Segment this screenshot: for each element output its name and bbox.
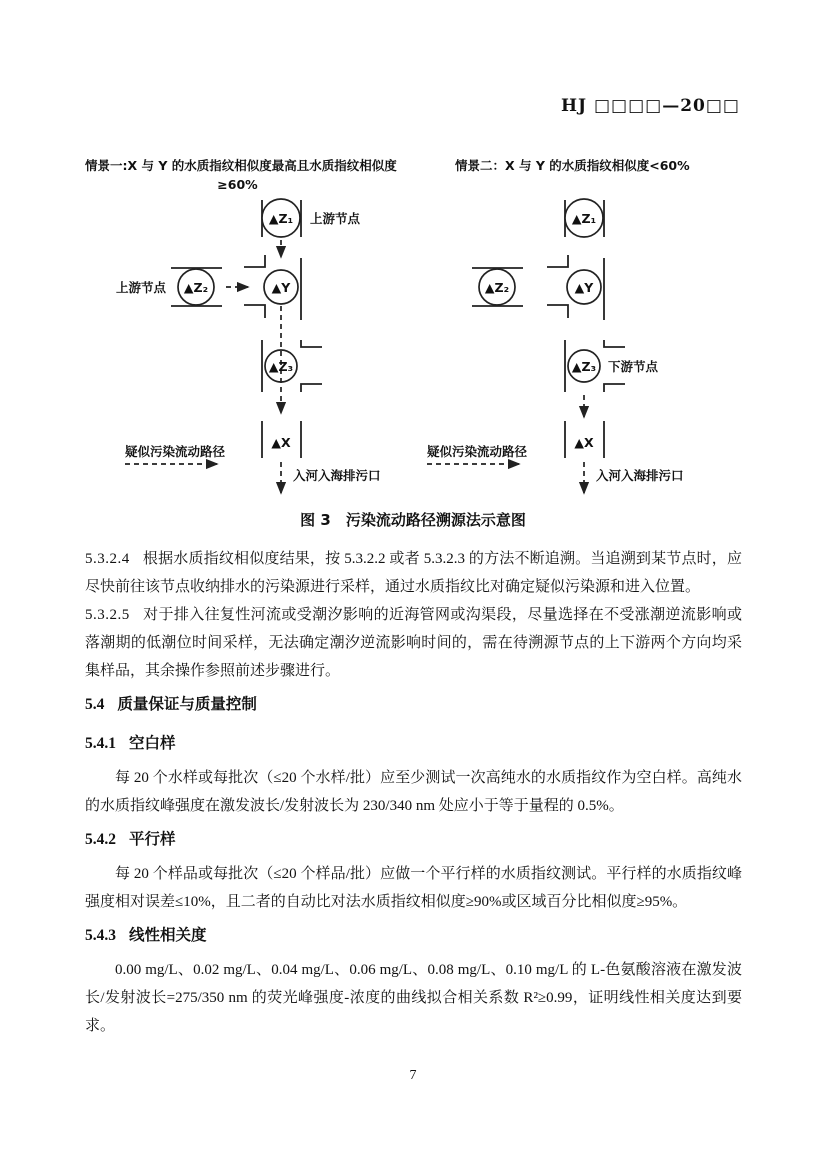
body-text <box>85 545 742 1040</box>
legend-suspected-path-label: 疑似污染流动路径 <box>125 444 226 459</box>
legend-suspected-path-label: 疑似污染流动路径 <box>427 444 528 459</box>
node-y-label: ▲Y <box>574 280 594 295</box>
section-number: 5.4.1 <box>85 735 116 752</box>
section-number: 5.4 <box>85 696 105 713</box>
node-z2-label: ▲Z₂ <box>183 280 209 295</box>
paragraph-5-3-2-4 <box>85 545 742 601</box>
downstream-node-annotation-z3: 下游节点 <box>608 359 659 374</box>
junction-corner-z3-topright <box>604 340 625 347</box>
section-heading-5-4-2 <box>85 829 742 850</box>
node-z3-label: ▲Z₃ <box>268 359 294 374</box>
section-title: 平行样 <box>129 830 176 848</box>
node-z1-label: ▲Z₁ <box>268 211 294 226</box>
upstream-node-annotation-z1: 上游节点 <box>310 211 361 226</box>
section-title: 质量保证与质量控制 <box>117 695 257 713</box>
junction-corner-y-topleft <box>547 255 568 267</box>
outfall-annotation: 入河入海排污口 <box>293 468 381 483</box>
node-y-label: ▲Y <box>271 280 291 295</box>
section-number: 5.4.3 <box>85 927 116 944</box>
node-x-label: ▲X <box>271 435 291 450</box>
junction-corner-z3-bottomright <box>301 384 322 392</box>
section-body-5-4-1: 每 20 个水样或每批次（≤20 个水样/批）应至少测试一次高纯水的水质指纹作为空白样。高纯水的水质指纹峰强度在激发波长/发射波长为 230/340 nm 处应小于等于量程的 0.5%。 <box>85 770 742 814</box>
junction-corner-y-bottomleft <box>547 305 568 318</box>
section-body-5-4-3: 0.00 mg/L、0.02 mg/L、0.04 mg/L、0.06 mg/L、0.08 mg/L、0.10 mg/L 的 L-色氨酸溶液在激发波长/发射波长=275/350 nm 的荧光峰强度-浓度的曲线拟合相关系数 R²≥0.99，证明线性相关度达到要求。 <box>85 962 742 1034</box>
scenario-2-caption: 情景二：X 与 Y 的水质指纹相似度<60% <box>455 158 690 173</box>
section-heading-5-4 <box>85 694 742 715</box>
section-number: 5.4.2 <box>85 831 116 848</box>
scenario-2-diagram <box>427 199 684 493</box>
junction-corner-y-topleft <box>244 255 265 267</box>
section-body-5-4-2: 每 20 个样品或每批次（≤20 个样品/批）应做一个平行样的水质指纹测试。平行样的水质指纹峰强度相对误差≤10%，且二者的自动比对法水质指纹相似度≥90%或区域百分比相似度≥95%。 <box>85 866 742 910</box>
node-x-label: ▲X <box>574 435 594 450</box>
figure-3-caption: 图 3 污染流动路径溯源法示意图 <box>300 511 526 529</box>
clause-number: 5.3.2.5 <box>85 607 130 623</box>
section-heading-5-4-3 <box>85 925 742 946</box>
junction-corner-y-bottomleft <box>244 305 265 318</box>
section-title: 线性相关度 <box>129 926 207 944</box>
junction-corner-z3-topright <box>301 340 322 347</box>
node-z2-label: ▲Z₂ <box>484 280 510 295</box>
node-z3-label: ▲Z₃ <box>571 359 597 374</box>
clause-text: 对于排入往复性河流或受潮汐影响的近海管网或沟渠段，尽量选择在不受涨潮逆流影响或落潮期的低潮位时间采样，无法确定潮汐逆流影响时间的，需在待溯源节点的上下游两个方向均采集样品，其余操作参照前述步骤进行。 <box>85 607 742 679</box>
scenario-1-diagram <box>116 199 381 493</box>
upstream-node-annotation-z2: 上游节点 <box>116 280 167 295</box>
paragraph-5-3-2-5 <box>85 601 742 685</box>
junction-corner-z3-bottomright <box>604 384 625 392</box>
outfall-annotation: 入河入海排污口 <box>596 468 684 483</box>
scenario-1-caption <box>85 156 417 194</box>
clause-number: 5.3.2.4 <box>85 551 130 567</box>
doc-number: HJ □□□□—20□□ <box>560 96 740 116</box>
figure-3-diagram <box>80 193 750 508</box>
scenario-1-caption-line2: ≥60% <box>217 177 258 192</box>
section-heading-5-4-1 <box>85 733 742 754</box>
section-title: 空白样 <box>129 734 176 752</box>
node-z1-label: ▲Z₁ <box>571 211 597 226</box>
clause-text: 根据水质指纹相似度结果，按 5.3.2.2 或者 5.3.2.3 的方法不断追溯。当追溯到某节点时，应尽快前往该节点收纳排水的污染源进行采样，通过水质指纹比对确定疑似污染源和进入位置。 <box>85 551 742 595</box>
scenario-1-caption-line1: 情景一:X 与 Y 的水质指纹相似度最高且水质指纹相似度 <box>85 158 397 173</box>
page-number: 7 <box>409 1068 417 1083</box>
